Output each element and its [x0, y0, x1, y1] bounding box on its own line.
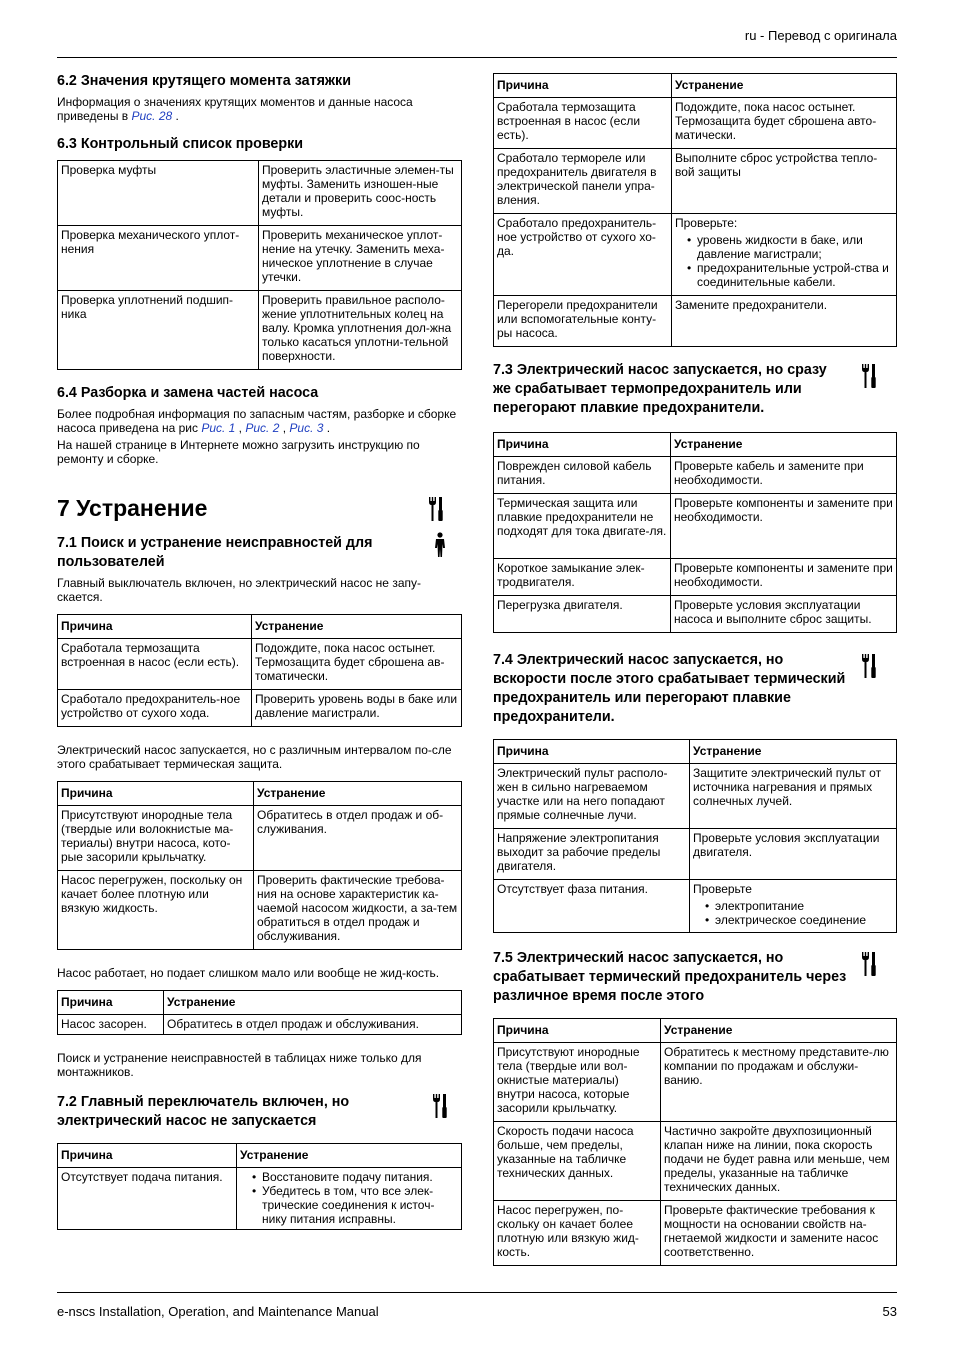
section-7-1-title: 7.1 Поиск и устранение неисправностей для пользователей: [57, 534, 462, 572]
user-icon: [434, 532, 446, 558]
section-7-3-title: 7.3 Электрический насос запускается, но сразу же срабатывает термопредохранитель или перегорают плавкие предохранители.: [493, 361, 897, 418]
thermal-trip-table: [493, 432, 897, 633]
table-row: Насос перегружен, по-скольку он качает более плотную или вязкую жид-кость. Проверьте фактические требования к мощности на основании свойств на-гнетаемой жидкости и замените насос соответственно.: [494, 1201, 897, 1266]
figure-ref-1[interactable]: Рис. 1: [201, 421, 236, 435]
page-header: [57, 28, 897, 58]
section-6-4-text-2: На нашей странице в Интернете можно загрузить инструкцию по ремонту и сборке.: [57, 438, 420, 466]
user-table-1: [57, 614, 462, 727]
table-row: Сработало предохранитель-ное устройство от сухого хода. Проверить уровень воды в баке или давление магистрали.: [58, 690, 462, 727]
main-switch-table: [57, 1143, 462, 1230]
table-row: Присутствуют инородные тела (твердые или волокнистые ма-териалы) внутри насоса, кото-рые засорили крыльчатку. Обратитесь в отдел продаж и об-служивания.: [58, 806, 462, 871]
section-7-2-title: 7.2 Главный переключатель включен, но электрический насос не запускается: [57, 1093, 462, 1131]
manual-title: e-nscs Installation, Operation, and Maintenance Manual: [57, 1304, 379, 1319]
table-row: Отсутствует подача питания. • Восстановите подачу питания. • Убедитесь в том, что все элек-трические соединения к источ-нику питания исправны.: [58, 1168, 462, 1230]
tools-icon: [861, 951, 877, 977]
tools-icon: [861, 363, 877, 389]
page-footer: [57, 1292, 897, 1322]
table-row: Проверка муфты Проверить эластичные элемен-ты муфты. Заменить изношен-ные детали и проверить соос-ность муфты.: [58, 161, 462, 226]
section-7-1-intro-2: Электрический насос запускается, но с различным интервалом по-сле этого срабатывает термическая защита.: [57, 743, 452, 771]
table-header-row: Причина Устранение: [494, 740, 897, 764]
section-6-4-title: 6.4 Разборка и замена частей насоса: [57, 385, 319, 401]
language-note: ru - Перевод с оригинала: [744, 28, 897, 43]
right-column: [493, 73, 897, 1266]
check-list: • уровень жидкости в баке, или давление магистрали; • предохранительные устрой-ства и соединительные кабели.: [675, 233, 893, 289]
table-row: Проверка уплотнений подшип-ника Проверить правильное располо-жение уплотнительных колец на валу. Кромка уплотнения дол-жна только касаться уплотни-тельной поверхности.: [58, 291, 462, 370]
chapter-7-title: 7 Устранение: [57, 490, 462, 526]
tools-icon: [432, 1093, 448, 1119]
section-7-1-intro-4: Поиск и устранение неисправностей в таблицах ниже только для монтажников.: [57, 1051, 422, 1079]
table-row: Сработала термозащита встроенная в насос (если есть). Подождите, пока насос остынет. Термозащита будет сброшена авто-матически.: [494, 98, 897, 149]
section-6-3-title: 6.3 Контрольный список проверки: [57, 136, 304, 152]
user-table-3: [57, 990, 462, 1035]
section-6-4-text: Более подробная информация по запасным частям, разборке и сборке насоса приведена на рис Рис. 1 , Рис. 2 , Рис. 3 .: [57, 407, 457, 435]
table-row: Проверка механического уплот-нения Проверить механическое уплот-нение на утечку. Заменить меха-ническое уплотнение в случае утечки.: [58, 226, 462, 291]
table-row: Сработало термореле или предохранитель двигателя в электрической панели упра-вления. Выполните сброс устройства тепло-вой защиты: [494, 149, 897, 214]
table-row: Насос перегружен, поскольку он качает более плотную или вязкую жидкость. Проверить фактические требова-ния на основе характеристик ка-чаемой насосом жидкости, а за-тем обратиться в отдел продаж и обслуживания.: [58, 871, 462, 950]
section-7-1-intro-3: Насос работает, но подает слишком мало или вообще не жид-кость.: [57, 966, 440, 980]
table-row: Отсутствует фаза питания. Проверьте • электропитание • электрическое соединение: [494, 880, 897, 933]
table-header-row: Причина Устранение: [494, 74, 897, 98]
table-header-row: Причина Устранение: [58, 782, 462, 806]
section-7-4-title: 7.4 Электрический насос запускается, но вскорости после этого срабатывает термический предохранитель или перегорают плавкие предохранители.: [493, 651, 897, 727]
table-header-row: Причина Устранение: [494, 1019, 897, 1043]
tools-icon: [861, 653, 877, 679]
figure-ref-2[interactable]: Рис. 2: [245, 421, 280, 435]
check-list: • электропитание • электрическое соединение: [693, 899, 893, 927]
table-row: Короткое замыкание элек-тродвигателя. Проверьте компоненты и замените при необходимости.: [494, 559, 897, 596]
section-7-1-intro-1: Главный выключатель включен, но электрический насос не запу-скается.: [57, 576, 421, 604]
table-header-row: Причина Устранение: [58, 991, 462, 1015]
table-header-row: Причина Устранение: [58, 1144, 462, 1168]
section-6-2-title: 6.2 Значения крутящего момента затяжки: [57, 73, 351, 89]
table-row: Напряжение электропитания выходит за рабочие пределы двигателя. Проверьте условия эксплуатации двигателя.: [494, 829, 897, 880]
section-7-5-title: 7.5 Электрический насос запускается, но срабатывает термический предохранитель через различное время после этого: [493, 949, 897, 1006]
delayed-trip-table: [493, 739, 897, 933]
figure-ref-3[interactable]: Рис. 3: [289, 421, 324, 435]
table-row: Поврежден силовой кабель питания. Проверьте кабель и замените при необходимости.: [494, 457, 897, 494]
remedy-list: • Восстановите подачу питания. • Убедитесь в том, что все элек-трические соединения к источ-нику питания исправны.: [240, 1170, 458, 1226]
page-number: 53: [882, 1304, 897, 1319]
tools-icon: [428, 496, 444, 522]
table-row: Перегрузка двигателя. Проверьте условия эксплуатации насоса и выполните сброс защиты.: [494, 596, 897, 633]
table-header-row: Причина Устранение: [58, 615, 462, 639]
section-6-2-text: Информация о значениях крутящих моментов и данные насоса приведены в Рис. 28 .: [57, 95, 413, 123]
table-row: Электрический пульт располо-жен в сильно нагреваемом участке или на него попадают прямые солнечные лучи. Защитите электрический пульт от источника нагревания и прямых солнечных лучей.: [494, 764, 897, 829]
left-column: [57, 70, 462, 1230]
figure-ref-28[interactable]: Рис. 28: [131, 109, 173, 123]
installer-table-1: [493, 73, 897, 347]
table-row: Присутствуют инородные тела (твердые или вол-окнистые материалы) внутри насоса, которые засорили крыльчатку. Обратитесь к местному представите-лю компании по продажам и обслужи-ванию.: [494, 1043, 897, 1122]
user-table-2: [57, 781, 462, 950]
table-row: Перегорели предохранители или вспомогательные конту-ры насоса. Замените предохранители.: [494, 296, 897, 347]
table-header-row: Причина Устранение: [494, 433, 897, 457]
checklist-table: [57, 160, 462, 370]
table-row: Термическая защита или плавкие предохранители не подходят для тока двигате-ля. Проверьте компоненты и замените при необходимости.: [494, 494, 897, 559]
table-row: Скорость подачи насоса больше, чем пределы, указанные на табличке технических данных. Частично закройте двухпозиционный клапан ниже на линии, пока скорость подачи не будет равна или меньше, чем пределы, указанные на табличке технических данных.: [494, 1122, 897, 1201]
table-row: Сработало предохранитель-ное устройство от сухого хо-да. Проверьте: • уровень жидкости в баке, или давление магистрали; • предохранительные устрой-ства и соединительные кабели.: [494, 214, 897, 296]
table-row: Сработала термозащита встроенная в насос (если есть). Подождите, пока насос остынет. Термозащита будет сброшена ав-томатически.: [58, 639, 462, 690]
table-row: Насос засорен. Обратитесь в отдел продаж и обслуживания.: [58, 1015, 462, 1035]
variable-trip-table: [493, 1018, 897, 1266]
